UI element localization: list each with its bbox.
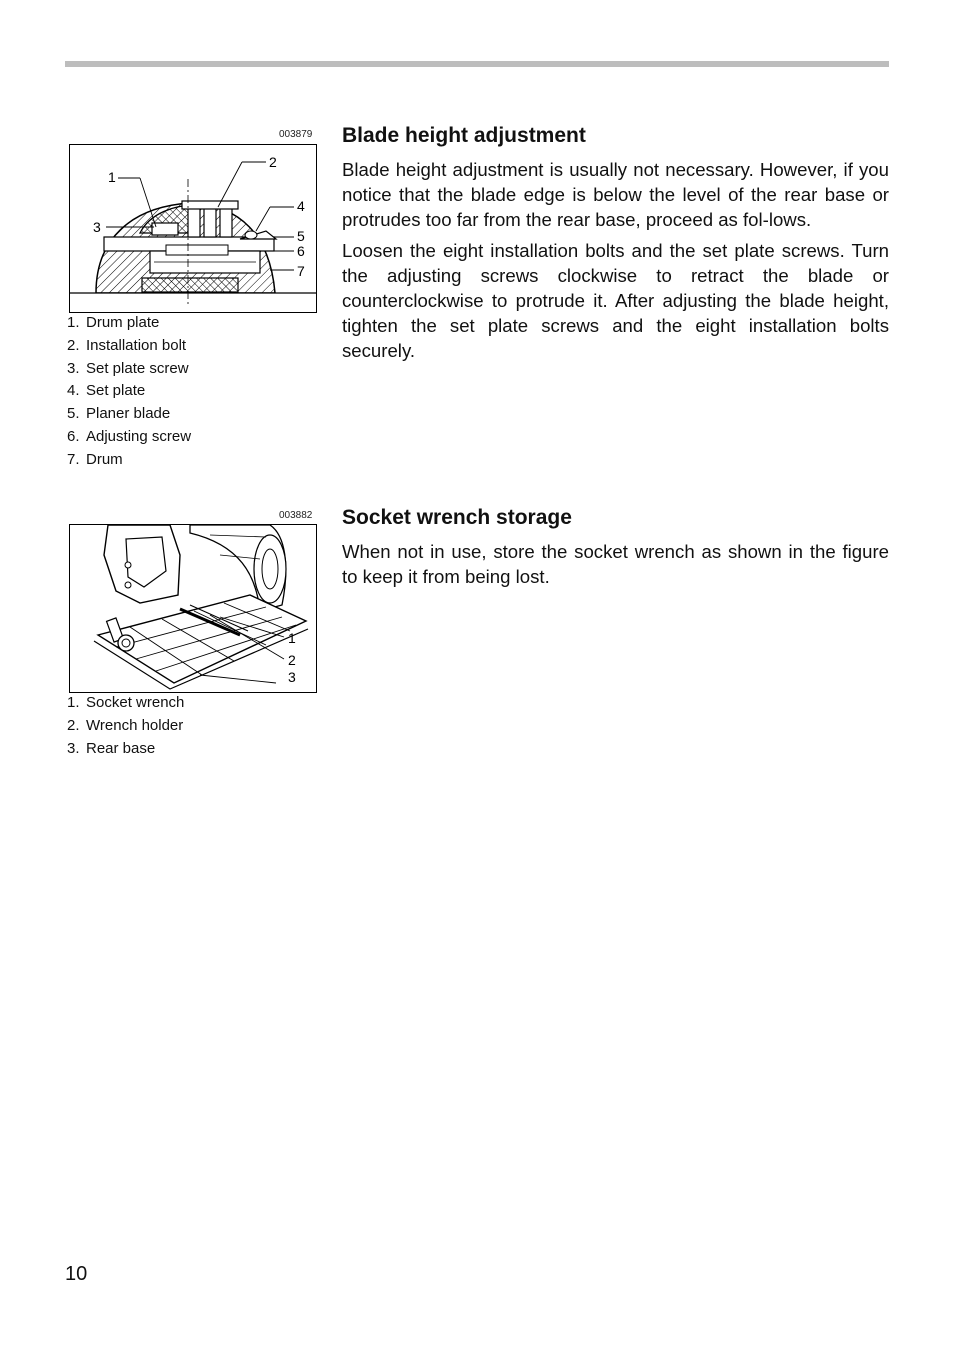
section-title-blade-height: Blade height adjustment [342, 124, 586, 147]
legend-item: 5. Planer blade [67, 405, 171, 423]
legend-item: 7. Drum [67, 450, 123, 468]
blade-height-figure [69, 144, 317, 313]
legend-item: 2. Wrench holder [67, 716, 184, 734]
top-rule [65, 61, 889, 67]
socket-wrench-section [342, 505, 889, 589]
callout-3: 3 [288, 669, 296, 685]
callout-4: 4 [297, 198, 305, 214]
legend-item: 3. Set plate screw [67, 359, 189, 377]
blade-paragraph-1: Blade height adjustment is usually not necessary. However, if you notice that the blade edge is below the level of the rear base or protrudes too far from the rear base, proceed as fol-lows. [342, 159, 889, 230]
blade-height-section [342, 123, 889, 363]
callout-7: 7 [297, 263, 305, 279]
legend-item: 1. Drum plate [67, 314, 160, 331]
socket-wrench-figure [69, 524, 317, 693]
blade-figure-legend [67, 312, 191, 472]
callout-2: 2 [288, 652, 296, 668]
legend-item: 4. Set plate [67, 382, 146, 400]
wrench-paragraph-1: When not in use, store the socket wrench as shown in the figure to keep it from being lost. [342, 541, 889, 587]
section-title-socket-wrench: Socket wrench storage [342, 506, 572, 529]
callout-2: 2 [269, 154, 277, 170]
blade-paragraph-2: Loosen the eight installation bolts and the set plate screws. Turn the adjusting screws clockwise to retract the blade or counterclockwise to protrude it. After adjusting the blade height, tighten the set plate screws and the eight installation bolts securely. [342, 240, 889, 361]
callout-5: 5 [297, 228, 305, 244]
wrench-figure-legend [67, 692, 184, 760]
callout-6: 6 [297, 243, 305, 259]
figure-code-wrench: 003882 [279, 510, 313, 521]
page-number: 10 [65, 1263, 88, 1285]
figure-code-blade: 003879 [279, 129, 313, 140]
wrench-storage-diagram [70, 525, 316, 692]
legend-item: 6. Adjusting screw [67, 427, 192, 445]
blade-assembly-diagram [70, 145, 316, 312]
legend-item: 2. Installation bolt [67, 336, 187, 354]
callout-3: 3 [93, 219, 101, 235]
legend-item: 3. Rear base [67, 739, 156, 757]
callout-1: 1 [288, 630, 296, 646]
callout-1: 1 [108, 169, 116, 185]
legend-item: 1. Socket wrench [67, 694, 185, 711]
